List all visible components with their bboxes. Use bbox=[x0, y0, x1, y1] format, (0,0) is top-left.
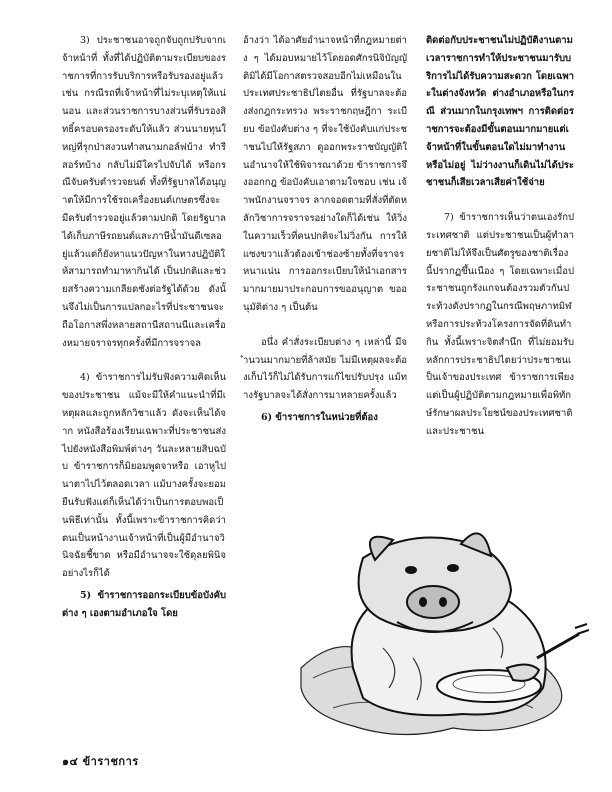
paragraph-3: 3) ประชาชนอาจถูกจับถูกปรับจากเจ้าหน้าที่ ทั้งที่ได้ปฏิบัติตามระเบียบของราชการที่การรับบริการหรือรับรองอยู่แล้ว เช่น กรณีรถที่เจ้าหน้าที่ไม่ระบุเหตุให้แน่นอน และส่วนราชการบางส่วนที่รับรองสิทธิ์ครอบครองระดับให้แล้ว ส่วนนายทุนใหญ่ที่รุกป่าสงวนทำสนามกอล์ฟบ้าง ทำรีสอร์ทบ้าง กลับไม่มีใครไปจับได้ หรือกรณีจับครับตำรวจยนต์ ทั้งที่รัฐบาลได้อนุญาตให้มีการใช้รถเครื่องยนต์เกษตรซึ่งจะมีครับตำรวจอยู่แล้วตามปกติ โดยรัฐบาลได้เก็บภาษีรถยนต์และภาษีน้ำมันดีเซลอยู่แล้วแต่ก็ยังหาแนวปัญหาในทางปฏิบัติให้สามารถทำมาหากินได้ เป็นปกติและช่วยสร้างความเกลียดชังต่อรัฐได้ด้วย ดังนั้นจึงไม่เป็นการแปลกอะไรที่ประชาชนจะถือโอกาสพึ่งหลายสถานีสถานนีและเครื่องหมายจราจรทุกครั้งที่มีการจราจล bbox=[62, 35, 226, 349]
paragraph-6-continued: ติดต่อกับประชาชนไม่ปฏิบัติงานตามเวลาราชการทำให้ประชาชนมารับบริการไม่ได้รับความสะดวก โดยเฉพาะในต่างจังหวัด ต่างอำเภอหรือในกรณี ส่วนมากในกรุงเทพฯ การติดต่อราชการจะต้องมีขั้นตอนมากมายแต่เจ้าหน้าที่ในขั้นตอนใดไม่มาทำงาน หรือไม่อยู่ ไม่ว่างงานก็เดินไม่ได้ประชาชนก็เสียเวลาเสียค่าใช้จ่าย bbox=[426, 35, 574, 189]
paragraph-5-continued: อ้างว่า ได้อาศัยอำนาจหน้าที่กฎหมายต่าง ๆ ได้มอบหมายไว้โดยอดศักรนิจิบัญญัติมิได้มีโอกาสตรวจสอบอีกไม่เหมือนในประเทศประชาธิปไตยอื่น ที่รัฐบาลจะต้องส่งกฎกระทรวง พระราชกฤษฎีกา ระเบียบ ข้อบังคับต่าง ๆ ที่จะใช้บังคับแก่ประชาชนไปให้รัฐสภา ดูออกพระราชบัญญัติในอำนาจให้ใช้พิจารณาด้วย ข้าราชการจึงออกกฎ ข้อบังคับเอาตามใจชอบ เช่น เจ้าพนักงานจราจร ลากจอดตามที่สั่งที่ตัดหลักวิชาการจราจรอย่างใดก็ได้เช่น ให้วิ่งในความเร็วที่คนปกติจะไม่วิ่งกัน การให้แซงขวาแล้วต้องเข้าช่องซ้ายทั้งที่จราจรหนาแน่น การออกระเบียบให้นำเอกสารมากมายมาประกอบการขออนุญาต ขออนุมัติต่าง ๆ เป็นต้น bbox=[243, 35, 407, 313]
paragraph-6-heading: 6) ข้าราชการในหน่วยที่ต้อง bbox=[261, 411, 378, 423]
paragraph-7: 7) ข้าราชการเห็นว่าตนเองรักประเทศชาติ แต่ประชาชนเป็นผู้ทำลายชาติไม่ให้จึงเป็นศัตรูของชาติเรื่องนี้ปรากฏขึ้นเนือง ๆ โดยเฉพาะเมื่อประชาชนถูกรังแกจนต้องรวมตัวกันประท้วงดังปรากฏในกรณีพฤษภาทมิฬ หรือการประท้วงโครงการจัดที่ดินทำกิน ทั้งนี้เพราะจิตสำนึก ที่ไม่ยอมรับหลักการประชาธิปไตยว่าประชาชนเป็นเจ้าของประเทศ ข้าราชการเพียงแต่เป็นผู้ปฏิบัติตามกฎหมายเพื่อพิทักษ์รักษาผลประโยชน์ของประเทศชาติและประชาชน bbox=[426, 212, 574, 437]
page-footer bbox=[62, 752, 139, 770]
paragraph-note: อนึ่ง คำสั่งระเบียบต่าง ๆ เหล่านี้ มีจำนวนมากมายที่ล้าสมัย ไม่มีเหตุผลจะต้องเก็บไว้ก็ไม่ได้รับการแก้ไขปรับปรุง แม้ทางรัฐบาลจะได้สั่งการมาหลายครั้งแล้ว bbox=[243, 336, 407, 402]
page-number: ๑๔ bbox=[62, 755, 79, 768]
paragraph-5-heading: 5) ข้าราชการออกระเบียบข้อบังคับต่าง ๆ เองตามอำเภอใจ โดย bbox=[62, 589, 226, 619]
text-column-1 bbox=[62, 32, 226, 623]
text-column-2 bbox=[243, 32, 407, 427]
pig-snout bbox=[407, 586, 459, 618]
paragraph-4: 4) ข้าราชการไม่รับฟังความคิดเห็นของประชาชน แม้จะมีให้คำแนะนำที่มีเหตุผลและถูกหลักวิชาแล้ว ดังจะเห็นได้จาก หนังสือร้องเรียนเฉพาะที่ประชาชนส่งไปยังหนังสือพิมพ์ต่างๆ วันละหลายสิบฉบับ ข้าราชการก็มิยอมพูดจาหรือ เอาหูไปนาตาไปไว้ตลอดเวลา แม้บางครั้งจะยอมยืนรับฟังแต่ก็เห็นได้ว่าเป็นการตอบพอเป็นพิธีเท่านั้น ทั้งนี้เพราะข้าราชการคิดว่าตนเป็นหน้างานเจ้าหน้าที่เป็นผู้มีอำนาจวินิจฉัยชี้ขาด หรือมีอำนาจจะใช้ดุลยพินิจอย่างไรก็ได้ bbox=[62, 372, 226, 580]
pig-cartoon-illustration bbox=[293, 518, 589, 744]
text-column-3 bbox=[426, 32, 574, 441]
section-name: ข้าราชการ bbox=[82, 755, 139, 768]
